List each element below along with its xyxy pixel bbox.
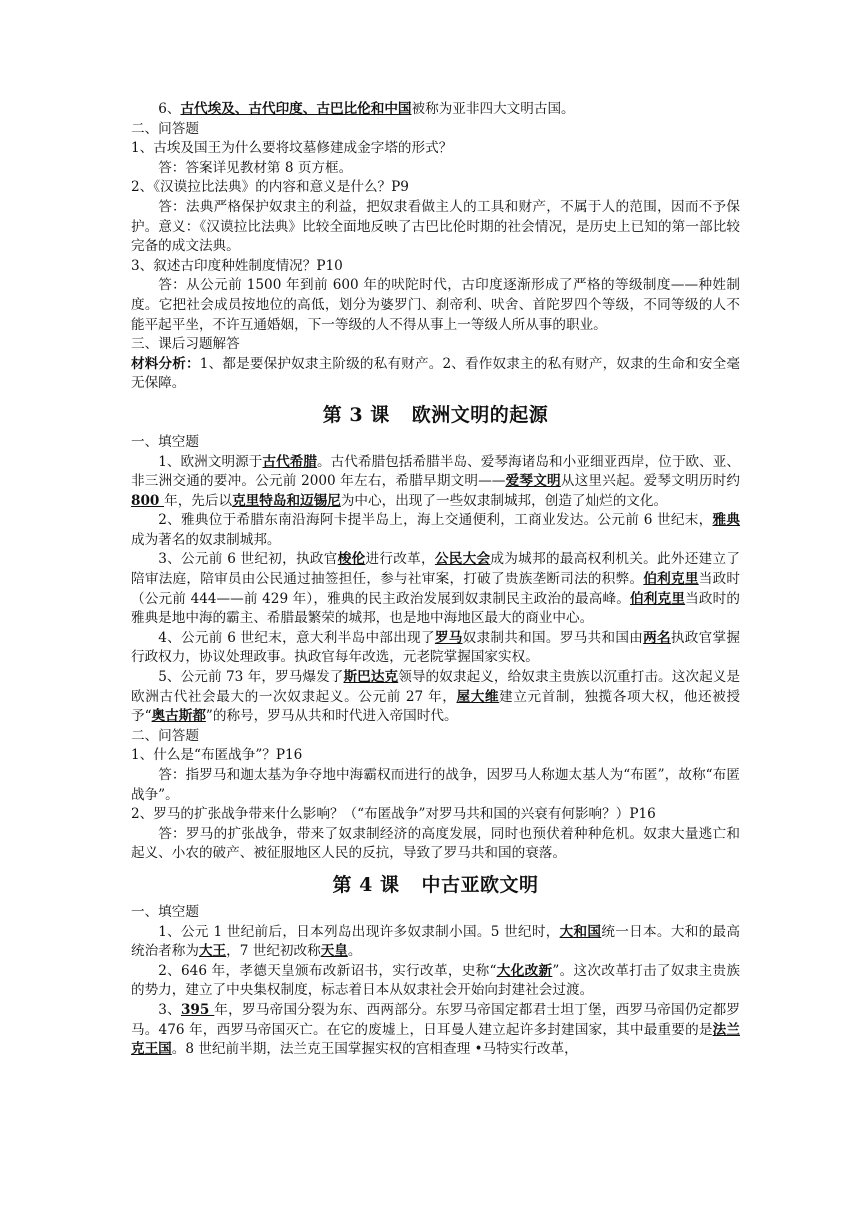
question: 1、古埃及国王为什么要将坟墓修建成金字塔的形式？ <box>131 140 453 157</box>
material-label: 材料分析： <box>131 355 200 372</box>
paragraph: 4、公元前 6 世纪末，意大利半岛中部出现了罗马奴隶制共和国。罗马共和国由两名执政官掌握行政权力，协议处理政事。执政官每年改选，元老院掌握国家实权。 <box>131 629 740 666</box>
section-heading: 二、问答题 <box>131 727 199 744</box>
paragraph: 1、欧洲文明源于古代希腊。古代希腊包括希腊半岛、爱琴海诸岛和小亚细亚西岸，位于欧、亚、非三洲交通的要冲。公元前 2000 年左右，希腊早期文明——爱琴文明从这里兴起。爱琴文明历时约 800 年，先后以克里特岛和迈锡尼为中心，出现了一些奴隶制城邦，创造了灿烂的文化。 <box>131 453 741 509</box>
section-heading: 一、填空题 <box>131 433 199 450</box>
answer: 答：从公元前 1500 年到前 600 年的吠陀时代，古印度逐渐形成了严格的等级制度——种姓制度。它把社会成员按地位的高低，划分为婆罗门、刹帝利、吠舍、首陀罗四个等级，不同等级的人不能平起平坐，不许互通婚姻，下一等级的人不得从事上一等级人所从事的职业。 <box>131 277 740 333</box>
paragraph: 2、646 年，孝德天皇颁布改新诏书，实行改革，史称“大化改新”。这次改革打击了奴隶主贵族的势力，建立了中央集权制度，标志着日本从奴隶社会开始向封建社会过渡。 <box>131 962 740 999</box>
section-heading: 三、课后习题解答 <box>131 336 240 353</box>
answer-highlight: 古代埃及、古代印度、古巴比伦和中国 <box>180 101 412 117</box>
paragraph: 2、雅典位于希腊东南沿海阿卡提半岛上，海上交通便利，工商业发达。公元前 6 世纪末，雅典成为著名的奴隶制城邦。 <box>131 512 741 548</box>
q6-line: 6、古代埃及、古代印度、古巴比伦和中国被称为亚非四大文明古国。 <box>158 101 575 117</box>
section-heading: 二、问答题 <box>131 120 199 137</box>
question: 1、什么是“布匿战争”？P16 <box>131 747 303 764</box>
paragraph: 3、公元前 6 世纪初，执政官梭伦进行改革，公民大会成为城邦的最高权利机关。此外还建立了陪审法庭，陪审员由公民通过抽签担任，参与社审案，打破了贵族垄断司法的积弊。伯利克里当政时（公元前 444——前 429 年），雅典的民主政治发展到奴隶制民主政治的最高峰。伯利克里当政时的雅典是地中海的霸主、希腊最繁荣的城邦，也是地中海地区最大的商业中心。 <box>131 551 741 627</box>
lesson-4-title: 第 4 课 中古亚欧文明 <box>332 873 539 896</box>
question: 2、《汉谟拉比法典》的内容和意义是什么？P9 <box>131 179 409 196</box>
paragraph: 1、公元 1 世纪前后，日本列岛出现许多奴隶制小国。5 世纪时，大和国统一日本。大和的最高统治者称为大王，7 世纪初改称天皇。 <box>131 923 741 960</box>
answer: 答：罗马的扩张战争，带来了奴隶制经济的高度发展，同时也预伏着种种危机。奴隶大量逃亡和起义、小农的破产、被征服地区人民的反抗，导致了罗马共和国的衰落。 <box>131 825 740 862</box>
question: 3、叙述古印度种姓制度情况？P10 <box>131 257 343 274</box>
answer: 答：指罗马和迦太基为争夺地中海霸权而进行的战争，因罗马人称迦太基人为“布匿”，故称“布匿战争”。 <box>131 767 740 803</box>
answer: 答：答案详见教材第 8 页方框。 <box>158 159 353 176</box>
paragraph: 5、公元前 73 年，罗马爆发了斯巴达克领导的奴隶起义，给奴隶主贵族以沉重打击。这次起义是欧洲古代社会最大的一次奴隶起义。公元前 27 年，屋大维建立元首制，独揽各项大权，他还被授予“奥古斯都”的称号，罗马从共和时代进入帝国时代。 <box>131 669 741 725</box>
section-heading: 一、填空题 <box>131 903 199 920</box>
answer: 答：法典严格保护奴隶主的利益，把奴隶看做主人的工具和财产，不属于人的范围，因而不予保护。意义：《汉谟拉比法典》比较全面地反映了古巴比伦时期的社会情况，是历史上已知的第一部比较完备的成文法典。 <box>131 198 740 255</box>
lesson-3-title: 第 3 课 欧洲文明的起源 <box>322 403 549 426</box>
question: 2、罗马的扩张战争带来什么影响？（“布匿战争”对罗马共和国的兴衰有何影响？）P16 <box>131 806 656 823</box>
material-analysis: 材料分析：1、都是要保护奴隶主阶级的私有财产。2、看作奴隶主的私有财产，奴隶的生命和安全毫无保障。 <box>131 355 741 392</box>
paragraph: 3、395 年，罗马帝国分裂为东、西两部分。东罗马帝国定都君士坦丁堡，西罗马帝国仍定都罗马。476 年，西罗马帝国灭亡。在它的废墟上，日耳曼人建立起许多封建国家，其中最重要的是法兰克王国。8 世纪前半期，法兰克王国掌握实权的宫相查理 •马特实行改革， <box>131 1001 741 1058</box>
